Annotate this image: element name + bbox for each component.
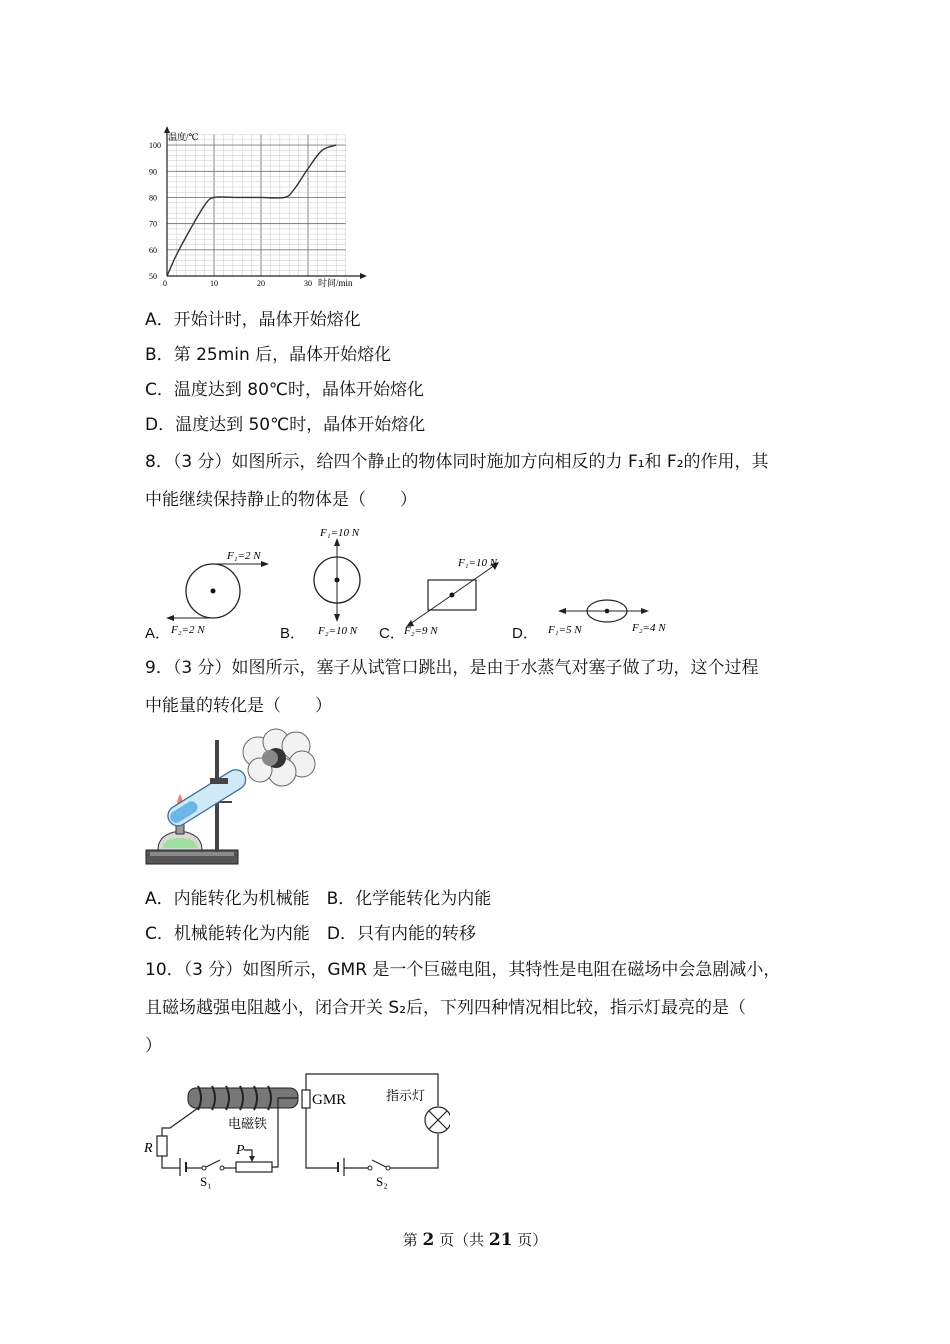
q8-figure-b bbox=[300, 524, 380, 639]
page-footer bbox=[0, 1229, 950, 1250]
chart-ticks bbox=[149, 141, 312, 288]
q9-options-row1: A．内能转化为机械能 B．化学能转化为内能 bbox=[145, 889, 492, 909]
footer-total-pages: 21 bbox=[488, 1230, 513, 1250]
q9-stem-line1: 9．（3 分）如图所示，塞子从试管口跳出，是由于水蒸气对塞子做了功，这个过程 bbox=[145, 658, 759, 678]
fig-d-f1: F₁=5 N bbox=[548, 624, 582, 636]
circuit-label-s1: S₁ bbox=[200, 1174, 212, 1189]
circuit-label-r: R bbox=[144, 1141, 153, 1156]
q8-figure-d bbox=[540, 595, 680, 640]
fig-c-f1: F₁=10 N bbox=[458, 557, 498, 569]
fig-b-f2: F₂=10 N bbox=[318, 625, 358, 637]
q7-option-a: A．开始计时，晶体开始熔化 bbox=[145, 310, 361, 330]
chart-grid bbox=[167, 135, 346, 276]
footer-mid: 页（共 bbox=[434, 1231, 489, 1249]
q8-label-a: A． bbox=[145, 625, 171, 642]
q8-stem-line2: 中能继续保持静止的物体是（ ） bbox=[145, 490, 417, 510]
x-tick-label: 20 bbox=[257, 279, 265, 288]
x-axis-label: 时间/min bbox=[318, 278, 353, 288]
y-axis-label: 温度/℃ bbox=[168, 132, 199, 142]
circuit-label-s2: S₂ bbox=[376, 1174, 388, 1189]
q10-stem-line1: 10．（3 分）如图所示，GMR 是一个巨磁电阻，其特性是电阻在磁场中会急剧减小， bbox=[145, 960, 781, 980]
y-tick-label: 70 bbox=[149, 219, 157, 229]
q10-stem-line2: 且磁场越强电阻越小，闭合开关 S₂后，下列四种情况相比较，指示灯最亮的是（ bbox=[145, 998, 747, 1018]
q8-label-b: B． bbox=[280, 625, 306, 642]
gmr-circuit-figure bbox=[140, 1068, 450, 1190]
y-tick-label: 90 bbox=[149, 167, 157, 177]
fig-c-f2: F₂=9 N bbox=[404, 625, 438, 637]
y-tick-label: 80 bbox=[149, 193, 157, 203]
q8-label-d: D． bbox=[512, 625, 538, 642]
fig-a-f2: F₂=2 N bbox=[171, 624, 205, 636]
q8-label-c: C． bbox=[379, 625, 405, 642]
footer-page-number: 2 bbox=[422, 1230, 435, 1250]
circuit-label-lamp: 指示灯 bbox=[386, 1088, 426, 1103]
q8-figure-c bbox=[398, 552, 508, 642]
y-tick-label: 100 bbox=[149, 141, 161, 151]
q9-stem-line2: 中能量的转化是（ ） bbox=[145, 696, 332, 716]
footer-post: 页） bbox=[512, 1231, 548, 1249]
circuit-label-p: P bbox=[236, 1143, 245, 1158]
circuit-label-electromagnet: 电磁铁 bbox=[228, 1116, 268, 1131]
x-tick-label: 30 bbox=[304, 279, 312, 288]
fig-a-f1: F₁=2 N bbox=[227, 550, 261, 562]
q9-options-row2: C．机械能转化为内能 D．只有内能的转移 bbox=[145, 924, 476, 944]
temperature-time-chart bbox=[140, 126, 370, 294]
x-axis-arrow bbox=[360, 273, 367, 279]
q8-figure-a bbox=[165, 545, 275, 640]
q10-stem-line3: ） bbox=[145, 1036, 162, 1056]
x-tick-label: 10 bbox=[210, 279, 218, 288]
y-tick-label: 50 bbox=[149, 272, 157, 281]
y-tick-label: 60 bbox=[149, 245, 157, 255]
q8-stem-line1: 8．（3 分）如图所示，给四个静止的物体同时施加方向相反的力 F₁和 F₂的作用，其 bbox=[145, 452, 769, 472]
q7-option-b: B．第 25min 后，晶体开始熔化 bbox=[145, 345, 392, 365]
circuit-label-gmr: GMR bbox=[312, 1092, 347, 1108]
footer-pre: 第 bbox=[402, 1231, 423, 1249]
fig-d-f2: F₂=4 N bbox=[632, 622, 666, 634]
x-tick-label: 0 bbox=[163, 279, 167, 288]
q7-option-c: C．温度达到 80℃时，晶体开始熔化 bbox=[145, 380, 424, 400]
test-tube-experiment-figure bbox=[140, 728, 340, 876]
fig-b-f1: F₁=10 N bbox=[320, 527, 360, 539]
q7-option-d: D．温度达到 50℃时，晶体开始熔化 bbox=[145, 415, 426, 435]
